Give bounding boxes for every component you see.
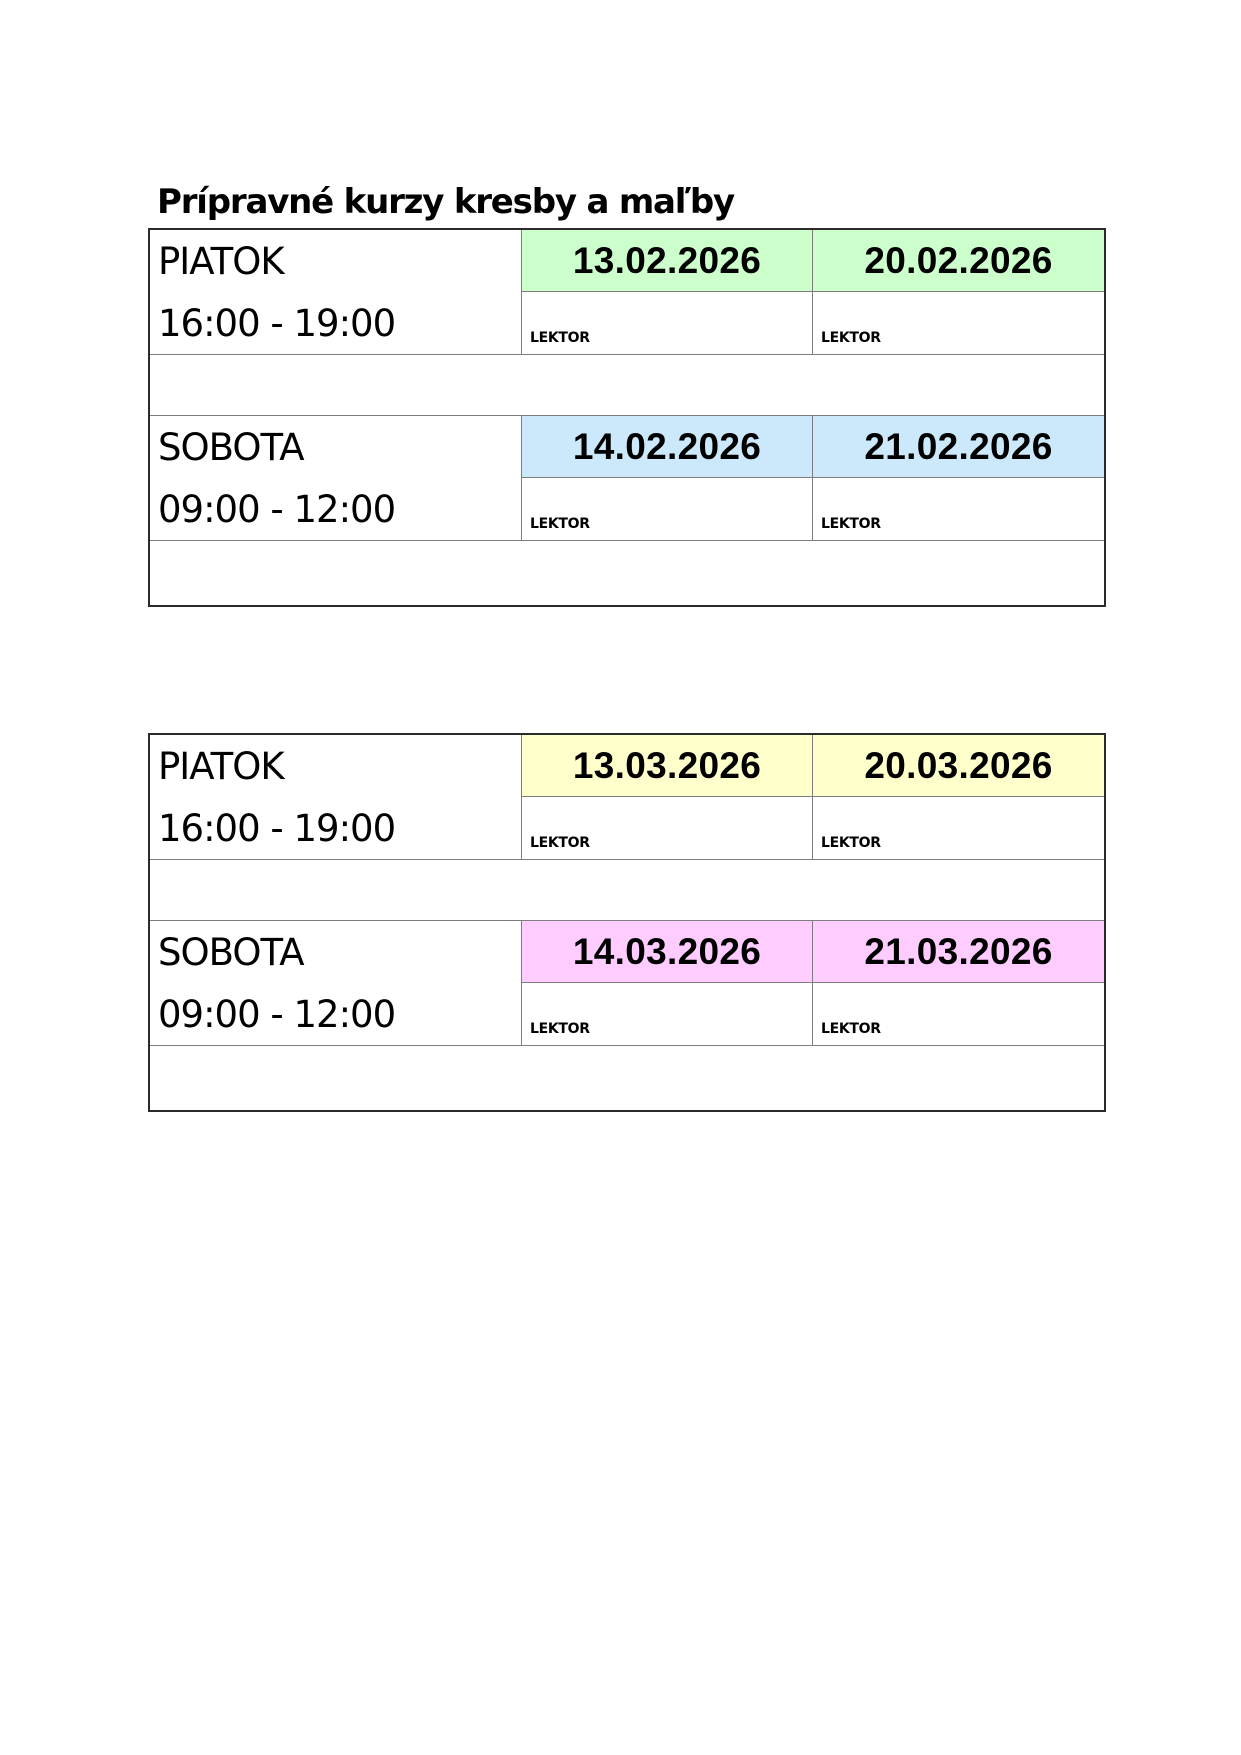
lector-label: LEKTOR [530,835,590,851]
date-cell: 21.03.2026 [813,921,1104,983]
date-cell: 14.03.2026 [522,921,813,983]
schedule-table-march [148,733,1106,1112]
lector-cell [522,797,813,859]
day-time: 16:00 - 19:00 [158,302,396,345]
date-cell: 14.02.2026 [522,416,813,478]
lector-cell [813,983,1104,1045]
day-cell [150,230,522,354]
lector-label: LEKTOR [821,1021,881,1037]
spacer-row [150,354,1104,416]
day-cell [150,921,522,1045]
date-cell: 13.03.2026 [522,735,813,797]
session-friday [150,230,1104,354]
lector-cell [522,292,813,354]
day-cell [150,416,522,540]
lector-label: LEKTOR [530,516,590,532]
date-cell: 20.02.2026 [813,230,1104,292]
lector-label: LEKTOR [821,516,881,532]
day-name: PIATOK [158,745,284,788]
session-friday [150,735,1104,859]
page-title: Prípravné kurzy kresby a maľby [157,182,734,222]
day-time: 09:00 - 12:00 [158,488,396,531]
day-time: 09:00 - 12:00 [158,993,396,1036]
lector-cell [813,797,1104,859]
day-name: SOBOTA [158,931,304,974]
lector-cell [813,292,1104,354]
day-name: SOBOTA [158,426,304,469]
day-name: PIATOK [158,240,284,283]
session-saturday [150,921,1104,1045]
lector-label: LEKTOR [530,330,590,346]
lector-label: LEKTOR [821,835,881,851]
date-cell: 13.02.2026 [522,230,813,292]
date-cell: 21.02.2026 [813,416,1104,478]
lector-label: LEKTOR [530,1021,590,1037]
session-saturday [150,416,1104,540]
spacer-row [150,540,1104,605]
date-cell: 20.03.2026 [813,735,1104,797]
lector-label: LEKTOR [821,330,881,346]
day-time: 16:00 - 19:00 [158,807,396,850]
day-cell [150,735,522,859]
lector-cell [813,478,1104,540]
lector-cell [522,478,813,540]
spacer-row [150,859,1104,921]
lector-cell [522,983,813,1045]
schedule-table-february [148,228,1106,607]
spacer-row [150,1045,1104,1110]
